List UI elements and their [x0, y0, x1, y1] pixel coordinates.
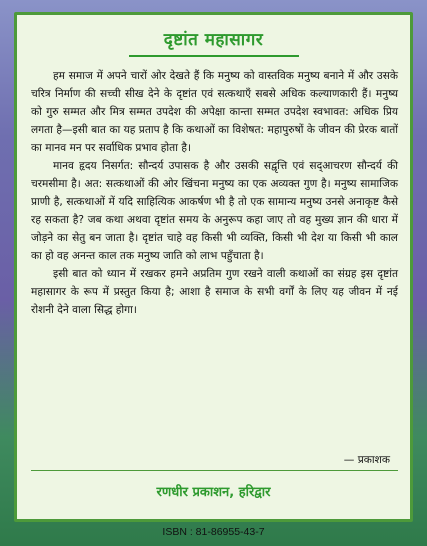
- publisher-name: रणधीर प्रकाशन, हरिद्वार: [156, 485, 271, 500]
- footer-divider: [31, 470, 398, 471]
- book-title: दृष्टांत महासागर: [163, 30, 264, 50]
- blurb-paragraph-2: मानव हृदय निसर्गत: सौन्दर्य उपासक है और उसकी सद्वृत्ति एवं सद्आचरण सौन्दर्य की चरमसीमा है। अत: सत्कथाओं की ओर खिंचना मनुष्य का एक अव्यक्त गुण है। मनुष्य सामाजिक प्राणी है, सत्कथाओं में यदि साहित्यिक आकर्षण भी है तो एक सामान्य मनुष्य उनसे अनाकृष्ट कैसे रह सकता है? जब कथा अथवा दृष्टांत समय के अनुरूप कहा जाए तो वह मुख्य ज्ञान की धारा में जोड़ने का सेतु बन जाता है। दृष्टांत चाहे वह किसी भी व्यक्ति, किसी भी देश या किसी भी काल का हो वह अनन्त काल तक मनुष्य जाति को लाभ पहुँचाता है।: [31, 160, 398, 262]
- back-cover-panel: [14, 12, 413, 522]
- publisher-signature: — प्रकाशक: [343, 454, 390, 466]
- isbn-label: ISBN : 81-86955-43-7: [162, 526, 265, 538]
- title-underline: [129, 55, 299, 57]
- blurb-body: [31, 67, 398, 319]
- blurb-paragraph-1: हम समाज में अपने चारों ओर देखते हैं कि मनुष्य को वास्तविक मनुष्य बनाने में और उसके चरित्र निर्माण की सच्ची सीख देने के दृष्टांत एवं सत्कथाएँ सबसे अधिक कल्याणकारी हैं। मनुष्य को गुरु सम्मत और मित्र सम्मत उपदेश की अपेक्षा कान्ता सम्मत उपदेश स्वभावत: अधिक प्रिय लगता है—इसी बात का यह प्रताप है कि कथाओं का विशेषत: महापुरुषों के जीवन की प्रेरक बातों का मानव मन पर सर्वाधिक प्रभाव होता है।: [31, 70, 398, 154]
- blurb-paragraph-3: इसी बात को ध्यान में रखकर हमने अप्रतिम गुण रखने वाली कथाओं का संग्रह इस दृष्टांत महासागर के रूप में प्रस्तुत किया है; आशा है समाज के सभी वर्गों के लिए यह जीवन में नई रोशनी देने वाला सिद्ध होगा।: [31, 268, 398, 316]
